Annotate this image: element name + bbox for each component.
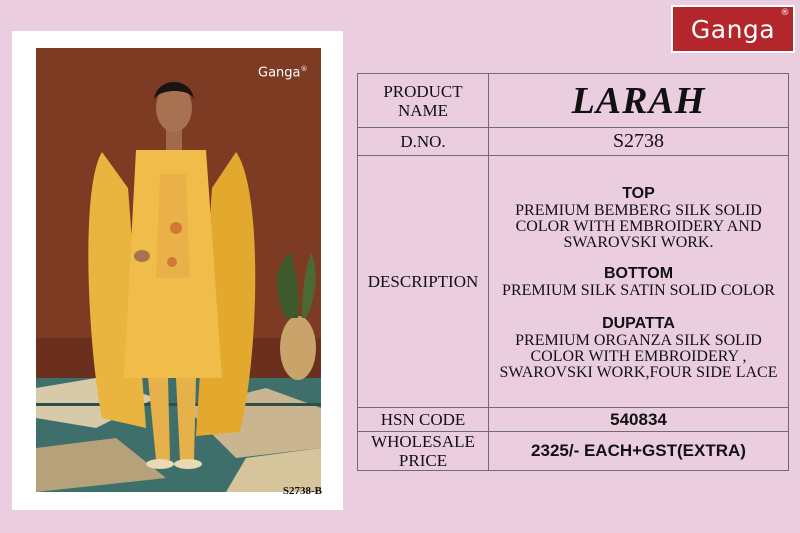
dno-value: S2738	[489, 128, 789, 156]
wholesale-label: WHOLESALE PRICE	[358, 432, 489, 471]
model-illustration	[36, 48, 321, 492]
brand-logo-text: Ganga	[690, 14, 776, 44]
dupatta-heading: DUPATTA	[602, 314, 675, 332]
top-text: PREMIUM BEMBERG SILK SOLID COLOR WITH EMBROIDERY AND SWAROVSKI WORK.	[515, 201, 762, 251]
photo-logo-text: Ganga	[258, 65, 301, 81]
row-product-name	[358, 74, 789, 128]
photo-logo-reg: ®	[300, 65, 308, 73]
row-dno	[358, 128, 789, 156]
design-code: S2738-B	[282, 485, 322, 497]
photo-watermark-logo	[258, 65, 308, 80]
hsn-label: HSN CODE	[358, 408, 489, 432]
spec-table	[357, 73, 789, 471]
top-heading: TOP	[622, 184, 655, 202]
hsn-value: 540834	[489, 408, 789, 432]
bottom-text: PREMIUM SILK SATIN SOLID COLOR	[502, 281, 775, 299]
brand-reg-mark: ®	[780, 8, 790, 18]
row-wholesale	[358, 432, 789, 471]
description-label: DESCRIPTION	[358, 156, 489, 408]
product-name: LARAH	[489, 74, 789, 128]
dupatta-text: PREMIUM ORGANZA SILK SOLID COLOR WITH EMBROIDERY , SWAROVSKI WORK,FOUR SIDE LACE	[499, 331, 778, 381]
description-cell	[489, 156, 789, 408]
product-name-label: PRODUCT NAME	[358, 74, 489, 128]
product-photo-frame	[12, 31, 343, 510]
brand-logo	[671, 5, 795, 53]
row-description	[358, 156, 789, 408]
product-photo	[36, 48, 321, 492]
price-value: 2325/- EACH+GST(EXTRA)	[489, 432, 789, 471]
bottom-heading: BOTTOM	[603, 264, 674, 282]
dno-label: D.NO.	[358, 128, 489, 156]
row-hsn	[358, 408, 789, 432]
